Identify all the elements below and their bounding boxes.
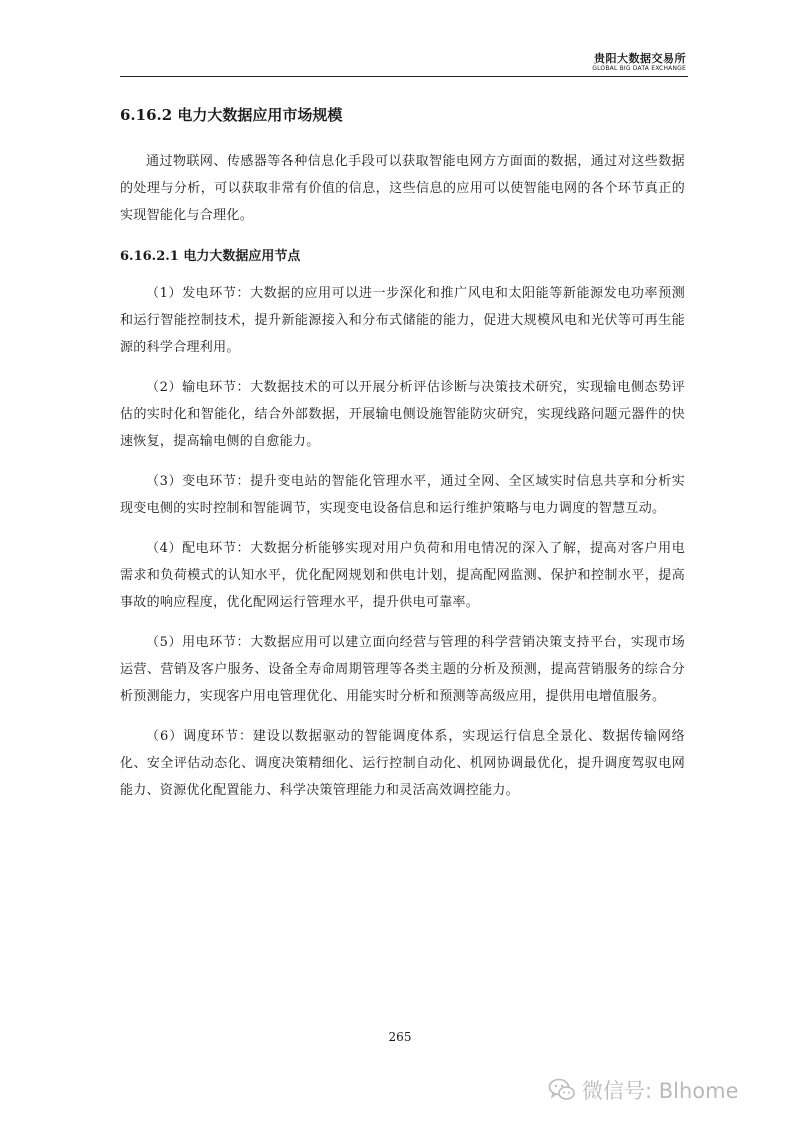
intro-paragraph: 通过物联网、传感器等各种信息化手段可以获取智能电网方方面面的数据，通过对这些数据的处理与分析，可以获取非常有价值的信息，这些信息的应用可以使智能电网的各个环节真正的实现智能化与合理化。 bbox=[120, 154, 685, 223]
item-paragraph-generation: （1）发电环节：大数据的应用可以进一步深化和推广风电和太阳能等新能源发电功率预测和运行智能控制技术，提升新能源接入和分布式储能的能力，促进大规模风电和光伏等可再生能源的科学合理利用。 bbox=[120, 286, 685, 355]
brand-name-cn: 贵阳大数据交易所 bbox=[594, 52, 686, 65]
section-title: 6.16.2 电力大数据应用市场规模 bbox=[120, 106, 343, 124]
page-number: 265 bbox=[388, 1030, 412, 1044]
watermark-text: 微信号: Blhome bbox=[582, 1079, 739, 1103]
subsection-title: 6.16.2.1 电力大数据应用节点 bbox=[120, 249, 301, 264]
page-header bbox=[120, 52, 688, 77]
brand-logo bbox=[592, 52, 686, 73]
brand-name-en: GLOBAL BIG DATA EXCHANGE bbox=[592, 65, 686, 72]
wechat-icon bbox=[548, 1077, 576, 1103]
item-paragraph-distribution: （4）配电环节：大数据分析能够实现对用户负荷和用电情况的深入了解，提高对客户用电需求和负荷模式的认知水平，优化配网规划和供电计划，提高配网监测、保护和控制水平，提高事故的响应程度，优化配网运行管理水平，提升供电可靠率。 bbox=[120, 541, 685, 610]
item-paragraph-transmission: （2）输电环节：大数据技术的可以开展分析评估诊断与决策技术研究，实现输电侧态势评估的实时化和智能化，结合外部数据，开展输电侧设施智能防灾研究，实现线路问题元器件的快速恢复，提高输电侧的自愈能力。 bbox=[120, 380, 685, 449]
item-paragraph-dispatch: （6）调度环节：建设以数据驱动的智能调度体系，实现运行信息全景化、数据传输网络化、安全评估动态化、调度决策精细化、运行控制自动化、机网协调最优化，提升调度驾驭电网能力、资源优化配置能力、科学决策管理能力和灵活高效调控能力。 bbox=[120, 729, 685, 798]
item-paragraph-substation: （3）变电环节：提升变电站的智能化管理水平，通过全网、全区域实时信息共享和分析实现变电侧的实时控制和智能调节，实现变电设备信息和运行维护策略与电力调度的智慧互动。 bbox=[120, 474, 685, 516]
document-body bbox=[120, 102, 685, 804]
wechat-watermark bbox=[548, 1076, 739, 1104]
item-paragraph-consumption: （5）用电环节：大数据应用可以建立面向经营与管理的科学营销决策支持平台，实现市场运营、营销及客户服务、设备全寿命周期管理等各类主题的分析及预测，提高营销服务的综合分析预测能力，实现客户用电管理优化、用能实时分析和预测等高级应用，提供用电增值服务。 bbox=[120, 635, 685, 704]
